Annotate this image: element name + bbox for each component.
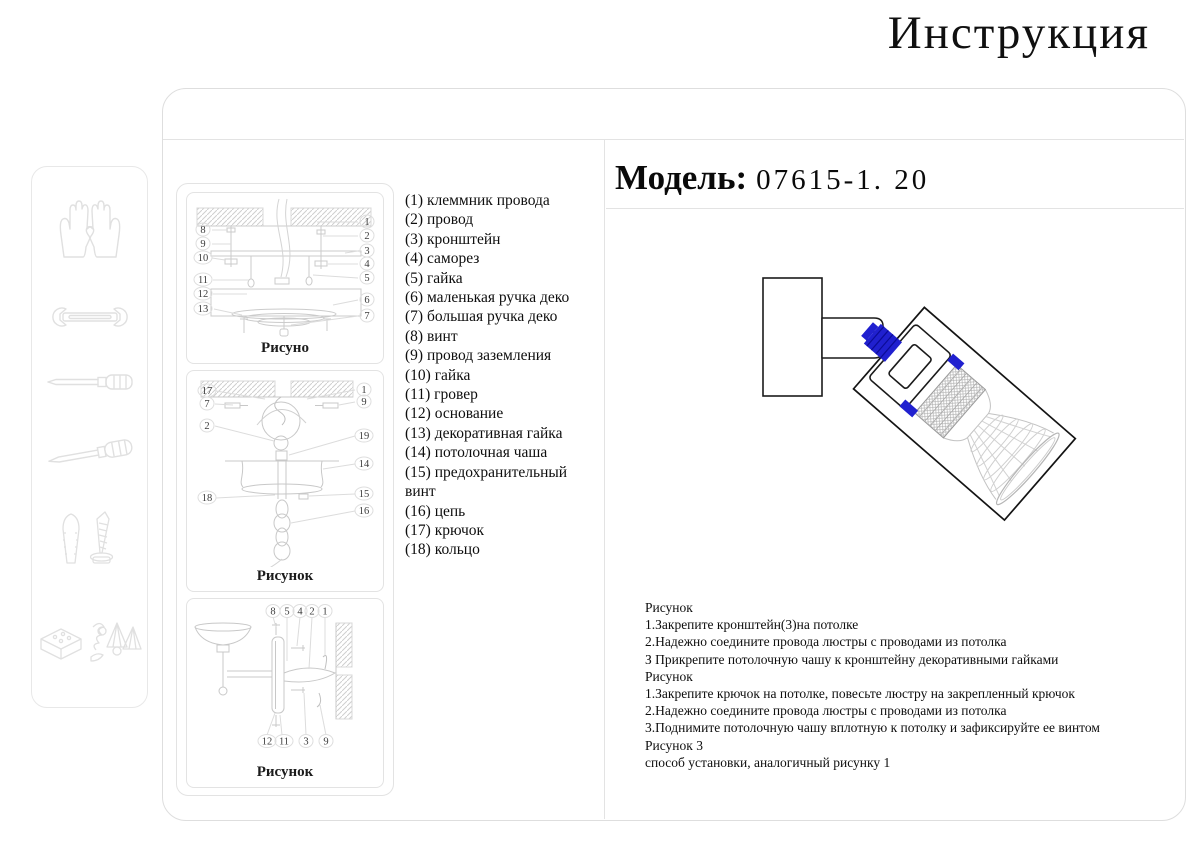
instruction-line: 3.Поднимите потолочную чашу вплотную к потолку и зафиксируйте ее винтом bbox=[645, 720, 1100, 736]
parts-list-item: (6) маленькая ручка деко bbox=[405, 289, 570, 307]
part-ref-label: 1 bbox=[361, 385, 367, 396]
lamp-backplate bbox=[763, 278, 822, 396]
part-ref-label: 11 bbox=[278, 736, 290, 748]
part-ref-label: 7 bbox=[204, 399, 210, 410]
part-ref-label: 6 bbox=[364, 295, 370, 306]
instruction-line: Рисунок bbox=[645, 668, 693, 684]
part-ref-label: 7 bbox=[364, 311, 370, 322]
installation-instructions bbox=[645, 599, 1185, 771]
part-ref-label: 14 bbox=[358, 459, 370, 470]
wrench-icon bbox=[46, 299, 134, 335]
parts-list-item: (12) основание bbox=[405, 405, 504, 423]
part-ref-label: 9 bbox=[361, 397, 367, 408]
model-label: Модель: bbox=[615, 158, 748, 197]
fasteners-icon bbox=[35, 613, 145, 675]
part-ref-label: 8 bbox=[200, 225, 206, 236]
instruction-line: З Прикрепите потолочную чашу к кронштейну декоративными гайками bbox=[645, 651, 1059, 667]
part-ref-label: 9 bbox=[323, 736, 329, 748]
parts-list-item: (2) провод bbox=[405, 211, 474, 229]
part-ref-label: 12 bbox=[197, 289, 209, 300]
awl-screwdriver-icon bbox=[42, 431, 138, 473]
instruction-line: 1.Закрепите кронштейн(3)на потолке bbox=[645, 617, 859, 633]
part-ref-label: 16 bbox=[358, 506, 370, 517]
instruction-line: Рисунок 3 bbox=[645, 737, 703, 753]
instruction-line: 1.Закрепите крючок на потолке, повесьте люстру на закрепленный крючок bbox=[645, 686, 1075, 702]
header-rule bbox=[163, 139, 1184, 140]
figures-panel bbox=[176, 183, 394, 796]
model-heading bbox=[615, 158, 929, 198]
parts-list-item: (1) клеммник провода bbox=[405, 192, 550, 209]
parts-list-item: (16) цепь bbox=[405, 502, 466, 520]
part-ref-label: 10 bbox=[197, 253, 209, 264]
part-ref-label: 1 bbox=[322, 606, 328, 618]
parts-list-item: (13) декоративная гайка bbox=[405, 424, 563, 442]
instruction-line: 2.Надежно соедините провода люстры с проводами из потолка bbox=[645, 634, 1007, 650]
figure-1-caption: Рисуно bbox=[261, 340, 309, 356]
instruction-line: Рисунок bbox=[645, 600, 693, 615]
parts-list-item: (10) гайка bbox=[405, 366, 471, 384]
part-ref-label: 15 bbox=[358, 489, 370, 500]
part-ref-label: 2 bbox=[364, 231, 370, 242]
page-title: Инструкция bbox=[887, 7, 1150, 59]
figure-2-drawing bbox=[187, 373, 383, 567]
figure-3-caption: Рисунок bbox=[256, 764, 314, 780]
part-ref-label: 2 bbox=[309, 606, 315, 618]
parts-list bbox=[405, 191, 601, 560]
part-ref-label: 4 bbox=[364, 259, 370, 270]
figure-1-box bbox=[186, 192, 384, 364]
parts-list-item: (4) саморез bbox=[405, 250, 480, 268]
part-ref-label: 18 bbox=[201, 493, 213, 504]
figure-3-drawing bbox=[187, 601, 381, 761]
screwdriver-icon bbox=[44, 370, 136, 394]
gloves-icon bbox=[56, 193, 124, 261]
part-ref-label: 3 bbox=[364, 246, 370, 257]
part-ref-label: 5 bbox=[364, 273, 370, 284]
part-ref-label: 1 bbox=[364, 217, 370, 228]
parts-list-item: (17) крючок bbox=[405, 521, 485, 539]
parts-list-item: (7) большая ручка деко bbox=[405, 308, 558, 326]
part-ref-label: 11 bbox=[197, 275, 209, 286]
parts-list-item: (3) кронштейн bbox=[405, 230, 501, 248]
parts-list-item: (9) провод заземления bbox=[405, 347, 552, 365]
model-rule bbox=[606, 208, 1184, 209]
part-ref-label: 8 bbox=[270, 606, 276, 618]
part-ref-label: 5 bbox=[284, 606, 290, 618]
tools-sidebar bbox=[31, 166, 148, 708]
parts-list-item: (11) гровер bbox=[405, 386, 478, 404]
instruction-line: способ установки, аналогичный рисунку 1 bbox=[645, 754, 891, 770]
part-ref-label: 13 bbox=[197, 304, 209, 315]
part-ref-label: 2 bbox=[204, 421, 210, 432]
figure-1-drawing bbox=[187, 195, 383, 341]
lamp-technical-drawing bbox=[748, 260, 1078, 570]
model-number: 07615-1. 20 bbox=[756, 164, 930, 196]
part-ref-label: 12 bbox=[261, 736, 273, 748]
parts-list-item: (5) гайка bbox=[405, 269, 463, 287]
figure-2-caption: Рисунок bbox=[256, 568, 314, 584]
instruction-line: 2.Надежно соедините провода люстры с проводами из потолка bbox=[645, 703, 1007, 719]
column-divider bbox=[604, 139, 605, 819]
figure-2-box bbox=[186, 370, 384, 592]
figure-3-box bbox=[186, 598, 384, 788]
parts-list-item: (15) предохранительный винт bbox=[405, 463, 568, 501]
anchor-screw-icon bbox=[49, 507, 131, 569]
part-ref-label: 17 bbox=[201, 386, 213, 397]
parts-list-item: (18) кольцо bbox=[405, 541, 480, 559]
part-ref-label: 19 bbox=[358, 431, 370, 442]
part-ref-label: 4 bbox=[297, 606, 303, 618]
parts-list-item: (8) винт bbox=[405, 327, 458, 345]
part-ref-label: 3 bbox=[303, 736, 309, 748]
parts-list-item: (14) потолочная чаша bbox=[405, 444, 548, 462]
part-ref-label: 9 bbox=[200, 239, 206, 250]
